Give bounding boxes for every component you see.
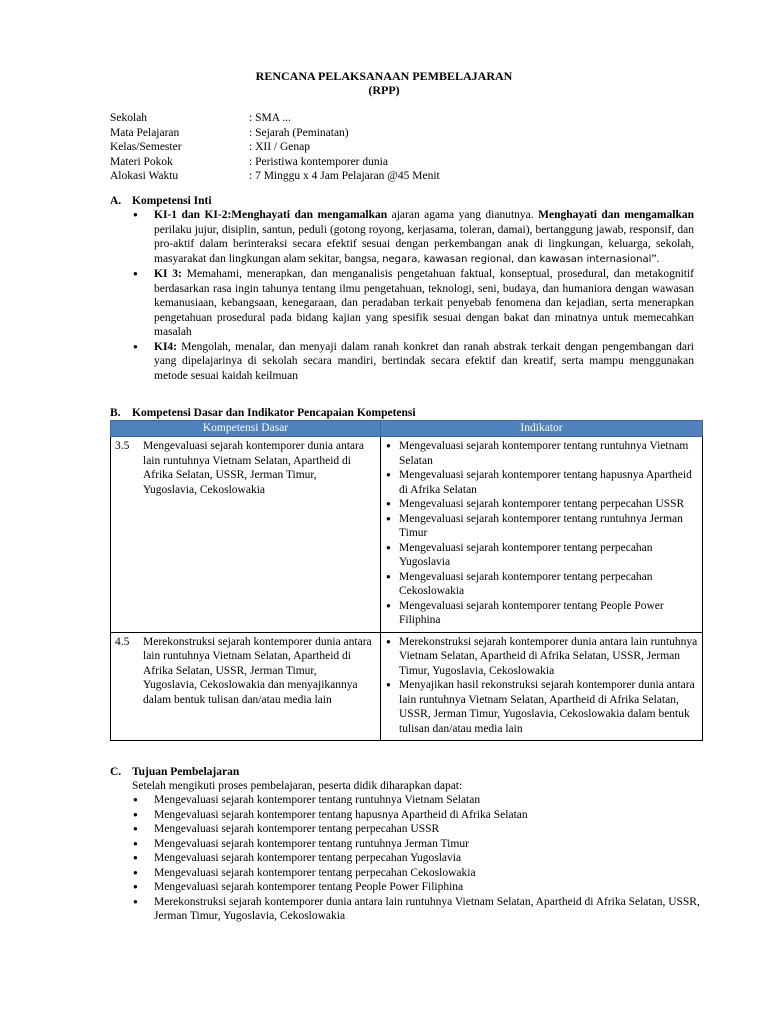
kd-indikator-table [110,420,703,741]
ki-text: Mengolah, menalar, dan menyaji dalam ranah konkret dan ranah abstrak terkait dengan pengembangan dari yang dipelajarinya di sekolah secara mandiri, bertindak secara efektif dan kreatif, serta mampu menggunakan metode sesuai kaidah keilmuan [154,340,694,382]
section-letter: B. [110,407,121,419]
tujuan-item: ● Mengevaluasi sejarah kontemporer tentang hapusnya Apartheid di Afrika Selatan [132,808,702,823]
info-label: Kelas/Semester [110,141,182,153]
ki-3-label: KI 3: [154,268,182,280]
info-row-sekolah [110,111,440,126]
info-value: : SMA ... [249,112,291,124]
tujuan-item: ● Mengevaluasi sejarah kontemporer tentang runtuhnya Vietnam Selatan [132,793,702,808]
identity-info [110,111,440,184]
info-row-alokasi-waktu [110,169,440,184]
kd-cell [111,632,381,741]
ki-emphasis: Menghayati dan mengamalkan [538,209,694,221]
tujuan-item: ● Mengevaluasi sejarah kontemporer tentang perpecahan Yugoslavia [132,851,702,866]
indikator-item: ● Merekonstruksi sejarah kontemporer dunia antara lain runtuhnya Vietnam Selatan, Apartheid di Afrika Selatan, USSR, Jerman Timur, Yugoslavia, Cekoslowakia [385,635,698,679]
table-header-row [111,421,703,437]
indikator-item: ● Mengevaluasi sejarah kontemporer tentang runtuhnya Vietnam Selatan [385,439,698,468]
indikator-item: ● Mengevaluasi sejarah kontemporer tentang perpecahan Yugoslavia [385,541,698,570]
section-c-heading [110,765,239,780]
indikator-list [385,635,698,737]
ki-text: ajaran agama yang dianutnya. [387,209,539,221]
column-header-indikator: Indikator [381,421,703,437]
column-header-kompetensi-dasar: Kompetensi Dasar [111,421,381,437]
table-row [111,632,703,741]
ki-1-2-label: KI-1 dan KI-2:Menghayati dan mengamalkan [154,209,388,221]
indikator-item: ● Menyajikan hasil rekonstruksi sejarah kontemporer dunia antara lain runtuhnya Vietnam Selatan, Apartheid di Afrika Selatan, USSR, Jerman Timur, Yugoslavia, Cekoslowakia dalam bentuk tulisan dan/atau media lain [385,678,698,736]
table-row [111,437,703,633]
tujuan-item: ● Mengevaluasi sejarah kontemporer tentang perpecahan Cekoslowakia [132,866,702,881]
ki-text: ”. [651,252,660,265]
section-letter: A. [110,195,122,207]
tujuan-item: ● Merekonstruksi sejarah kontemporer dunia antara lain runtuhnya Vietnam Selatan, Apartheid di Afrika Selatan, USSR, Jerman Timur, Yugoslavia, Cekoslowakia [132,895,702,924]
info-value: : XII / Genap [249,141,310,153]
indikator-cell [381,437,703,633]
kd-text: Mengevaluasi sejarah kontemporer dunia antara lain runtuhnya Vietnam Selatan, Apartheid di Afrika Selatan, USSR, Jerman Timur, Yugoslavia, Cekoslowakia [143,440,364,496]
info-label: Sekolah [110,112,148,124]
ki-4-item [132,340,694,384]
kd-cell [111,437,381,633]
info-value: : Peristiwa kontemporer dunia [249,155,388,168]
tujuan-list [132,793,702,924]
tujuan-item: ● Mengevaluasi sejarah kontemporer tentang perpecahan USSR [132,822,702,837]
ki-text: negara, kawasan regional, dan kawasan internasional [382,253,652,265]
tujuan-item: ● Mengevaluasi sejarah kontemporer tentang runtuhnya Jerman Timur [132,837,702,852]
ki-text: Memahami, menerapkan, dan menganalisis pengetahuan faktual, konseptual, prosedural, dan metakognitif berdasarkan rasa ingin tahunya tentang ilmu pengetahuan, teknologi, seni, budaya, dan humaniora dengan wawasan kemanusiaan, kebangsaan, kenegaraan, dan peradaban terkait penyebab fenomena dan kejadian, serta menerapkan pengetahuan prosedural pada bidang kajian yang spesifik sesuai dengan bakat dan minatnya untuk memecahkan masalah [154,268,695,338]
tujuan-intro: Setelah mengikuti proses pembelajaran, peserta didik diharapkan dapat: [132,780,463,792]
tujuan-item: ● Mengevaluasi sejarah kontemporer tentang People Power Filiphina [132,880,702,895]
ki-1-2-item [132,208,694,267]
section-letter: C. [110,766,122,778]
info-label: Materi Pokok [110,155,173,168]
document-title: RENCANA PELAKSANAAN PEMBELAJARAN [255,69,513,83]
info-value: : Sejarah (Peminatan) [249,126,349,139]
indikator-item: ● Mengevaluasi sejarah kontemporer tentang hapusnya Apartheid di Afrika Selatan [385,468,698,497]
kd-number: 4.5 [115,635,130,648]
info-label: Mata Pelajaran [110,126,180,139]
section-a-heading [110,194,212,209]
indikator-item: ● Mengevaluasi sejarah kontemporer tentang People Power Filiphina [385,599,698,628]
indikator-cell [381,632,703,741]
info-row-kelas-semester [110,140,440,155]
indikator-item: ● Mengevaluasi sejarah kontemporer tentang perpecahan Cekoslowakia [385,570,698,599]
section-title: Kompetensi Inti [132,195,212,207]
kd-number: 3.5 [115,440,130,452]
info-row-mata-pelajaran [110,126,440,141]
info-label: Alokasi Waktu [110,170,179,182]
info-row-materi-pokok [110,155,440,170]
document-subtitle: (RPP) [368,83,400,97]
ki-4-label: KI4: [154,340,177,353]
indikator-item: ● Mengevaluasi sejarah kontemporer tentang perpecahan USSR [385,497,698,512]
section-b-heading [110,406,416,421]
ki-3-item [132,267,694,340]
indikator-list [385,439,698,628]
info-value: : 7 Minggu x 4 Jam Pelajaran @45 Menit [249,170,440,182]
kd-text: Merekonstruksi sejarah kontemporer dunia antara lain runtuhnya Vietnam Selatan, Apartheid di Afrika Selatan, USSR, Jerman Timur, Yugoslavia, Cekoslowakia dan menyajikannya dalam bentuk tulisan dan/atau media lain [143,635,372,706]
section-title: Kompetensi Dasar dan Indikator Pencapaian Kompetensi [132,407,416,419]
kompetensi-inti-list [132,208,694,383]
ki-text: perilaku jujur, disiplin, santun, peduli (gotong royong, kerjasama, toleran, damai), bertanggung jawab, responsif, dan pro-aktif dalam berinteraksi secara efektif sesuai dengan perkembangan anak di lingkungan, keluarga, sekolah, masyarakat dan lingkungan alam sekitar, bangsa, [154,223,694,265]
indikator-item: ● Mengevaluasi sejarah kontemporer tentang runtuhnya Jerman Timur [385,512,698,541]
section-title: Tujuan Pembelajaran [132,766,240,778]
